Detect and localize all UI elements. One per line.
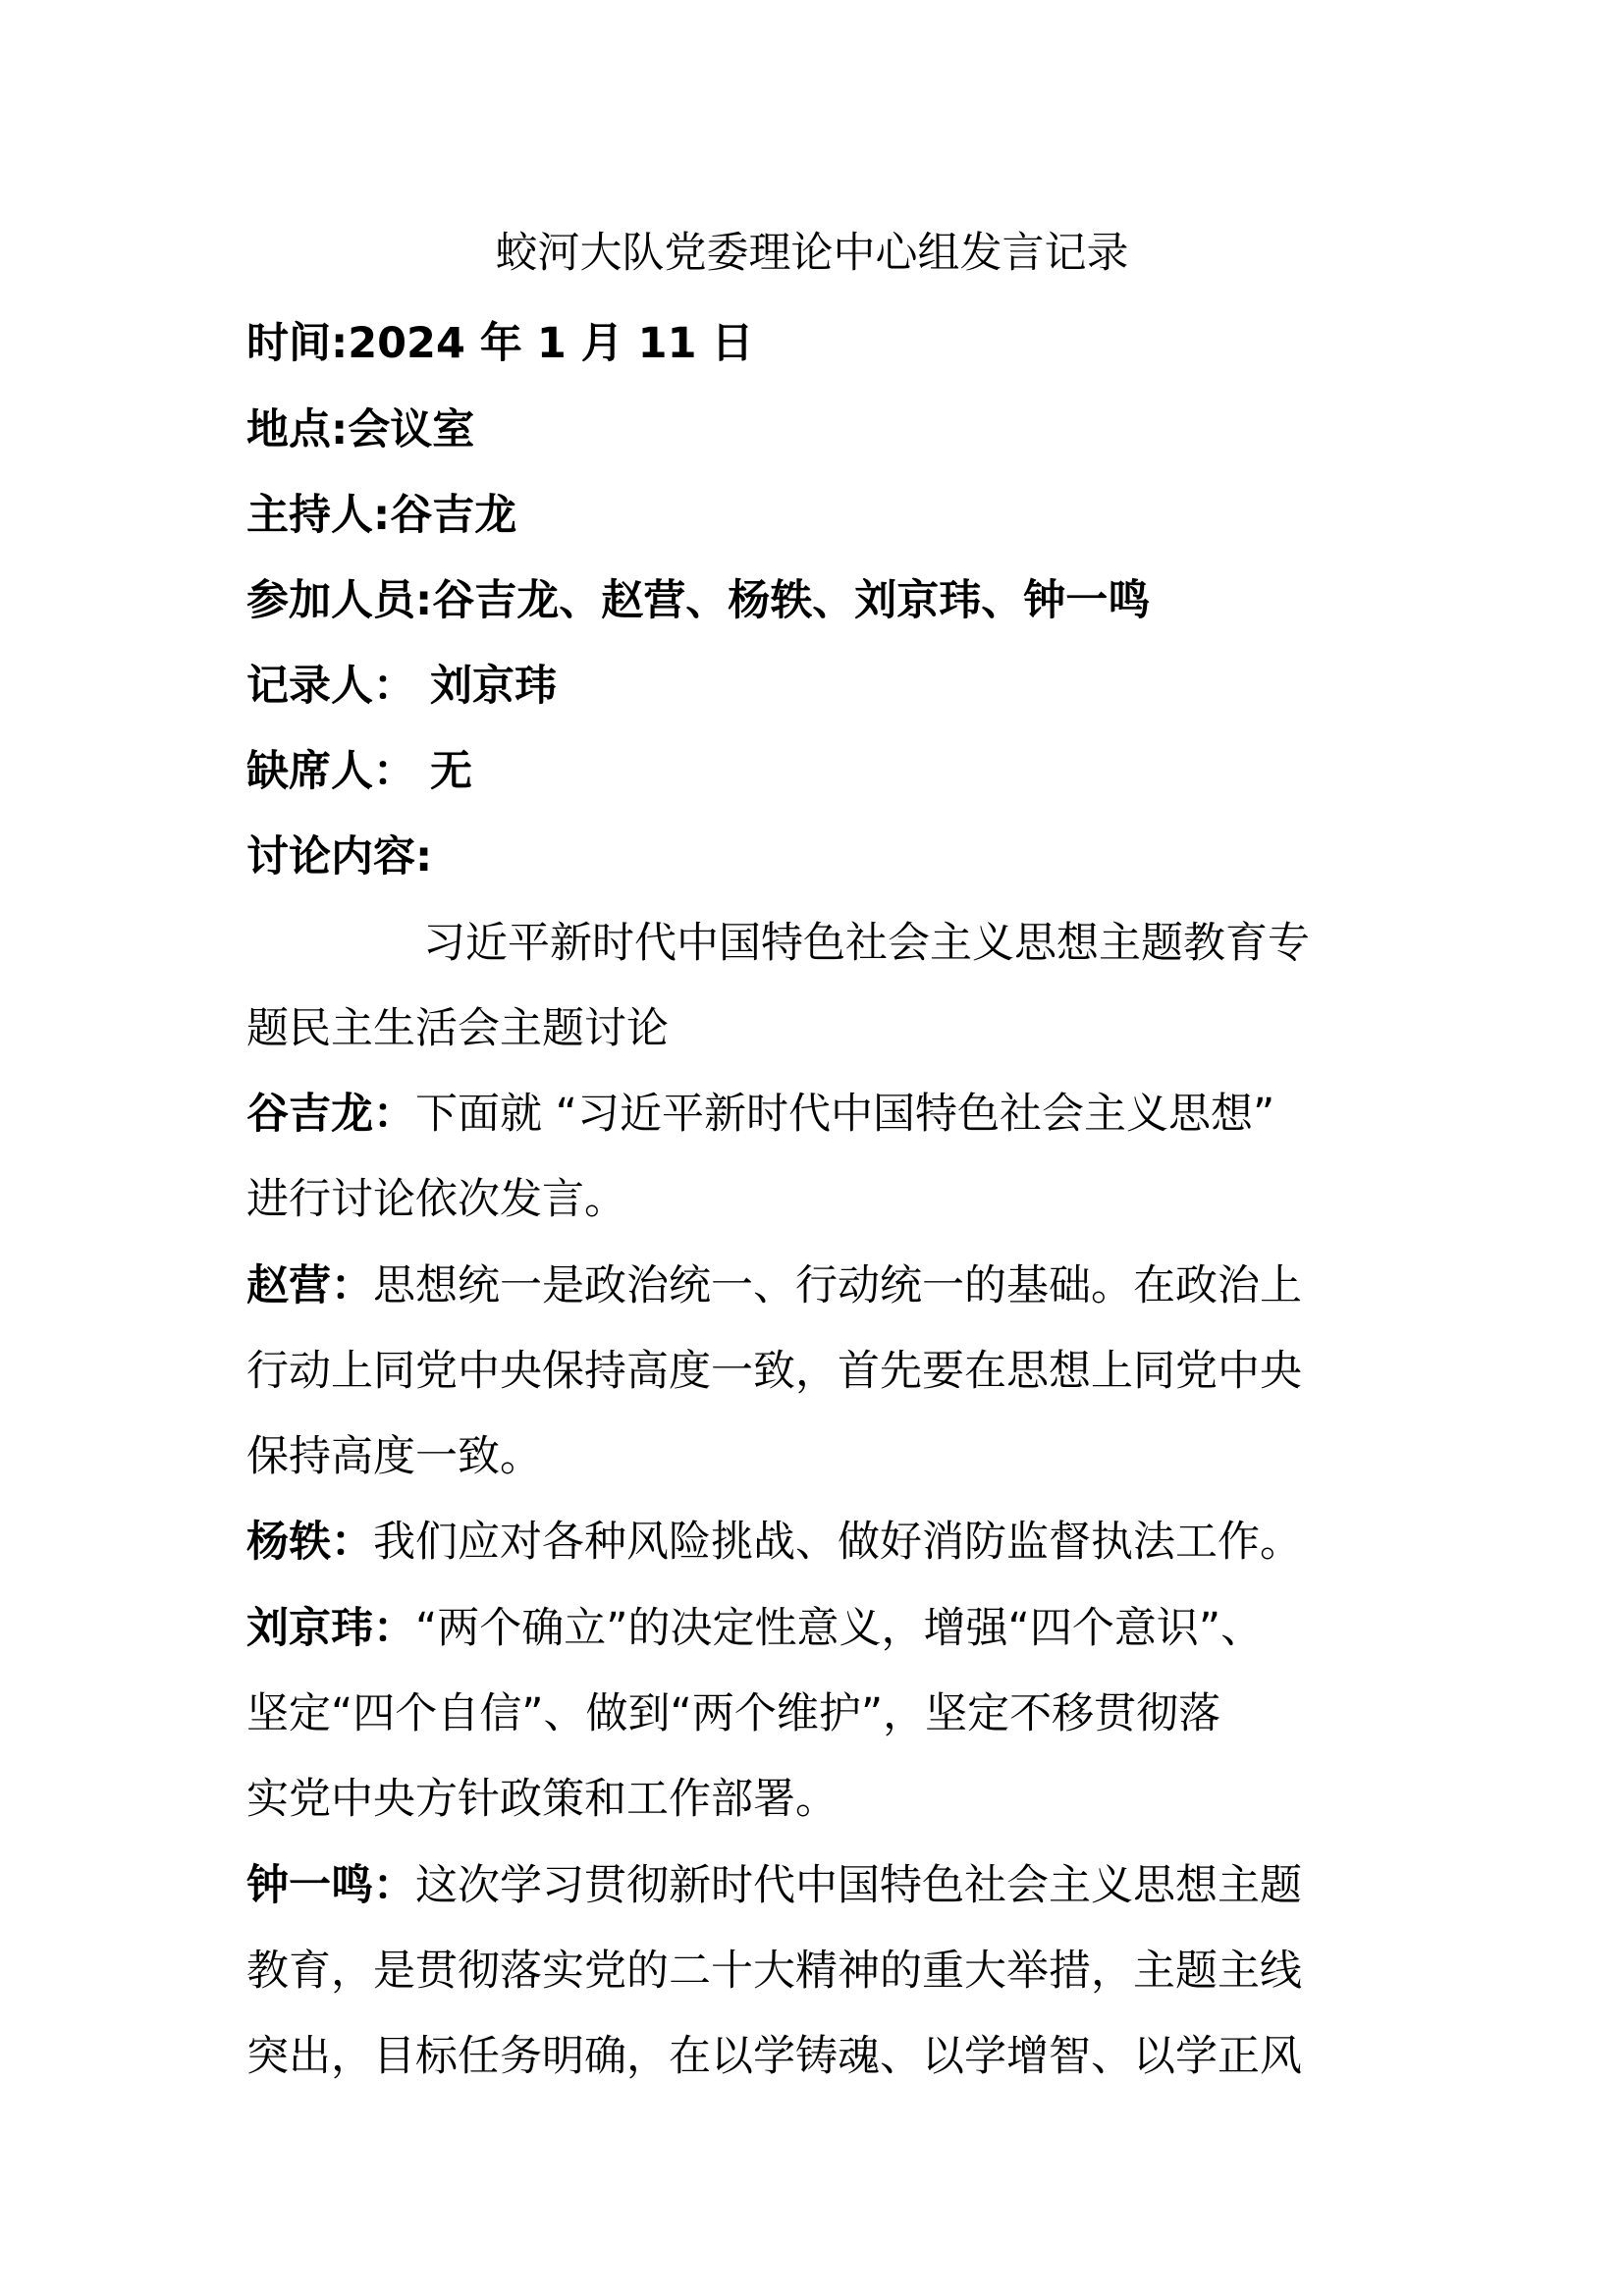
- speech-zhao-ying: [246, 1256, 1302, 1315]
- discussion-heading: 讨论内容:: [246, 832, 433, 881]
- speech-text: 实党中央方针政策和工作部署。: [246, 1775, 838, 1824]
- speech-text: 这次学习贯彻新时代中国特色社会主义思想主题: [415, 1861, 1302, 1910]
- speech-text: 突出，目标任务明确，在以学铸魂、以学增智、以学正风: [246, 2032, 1302, 2081]
- meeting-place: 地点:会议室: [246, 405, 475, 454]
- speech-text: 坚定“四个自信”、做到“两个维护”，坚定不移贯彻落: [246, 1689, 1221, 1738]
- speech-text: 进行讨论依次发言。: [246, 1175, 626, 1224]
- speaker-name: 钟一鸣：: [246, 1861, 415, 1910]
- meeting-absent: 缺席人： 无: [246, 747, 472, 796]
- speech-liu-jingwei: [246, 1599, 1263, 1658]
- speech-text: 下面就 “习近平新时代中国特色社会主义思想”: [415, 1090, 1275, 1139]
- topic-line-1: 习近平新时代中国特色社会主义思想主题教育专: [423, 919, 1310, 968]
- speech-gu-jilong: [246, 1085, 1274, 1144]
- speech-text: 教育，是贯彻落实党的二十大精神的重大举措，主题主线: [246, 1947, 1302, 1996]
- topic-line-2: 题民主生活会主题讨论: [246, 1004, 669, 1053]
- speaker-name: 谷吉龙：: [246, 1090, 415, 1139]
- speaker-name: 刘京玮：: [246, 1604, 415, 1653]
- speech-text: 行动上同党中央保持高度一致，首先要在思想上同党中央: [246, 1347, 1302, 1396]
- speech-text: 思想统一是政治统一、行动统一的基础。在政治上: [373, 1261, 1302, 1310]
- speech-text: 我们应对各种风险挑战、做好消防监督执法工作。: [373, 1518, 1302, 1567]
- meeting-time: 时间:2024 年 1 月 11 日: [246, 319, 754, 368]
- speaker-name: 赵营：: [246, 1261, 373, 1310]
- speech-text: 保持高度一致。: [246, 1432, 542, 1481]
- meeting-host: 主持人:谷吉龙: [246, 491, 517, 540]
- speech-zhong-yiming: [246, 1856, 1302, 1915]
- meeting-attendees: 参加人员:谷吉龙、赵营、杨轶、刘京玮、钟一鸣: [246, 576, 1151, 625]
- meeting-recorder: 记录人： 刘京玮: [246, 662, 557, 711]
- document-title: 蛟河大队党委理论中心组发言记录: [495, 229, 1129, 278]
- speech-yang-yi: [246, 1513, 1302, 1572]
- speech-text: “两个确立”的决定性意义，增强“四个意识”、: [415, 1604, 1264, 1653]
- speaker-name: 杨轶：: [246, 1518, 373, 1567]
